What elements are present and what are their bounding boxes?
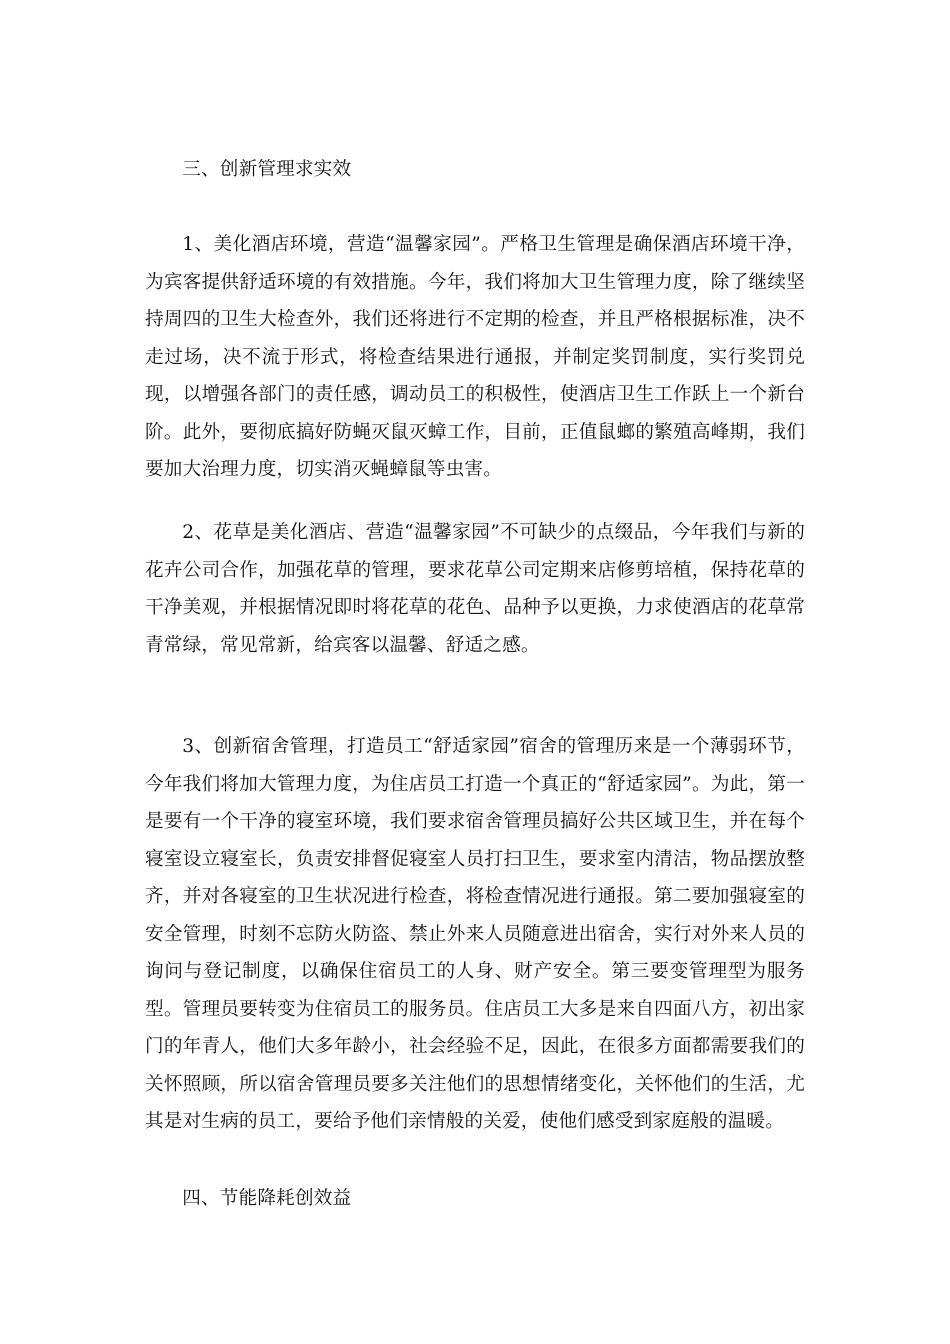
paragraph: 1、美化酒店环境，营造“温馨家园”。严格卫生管理是确保酒店环境干净，为宾客提供舒适环境的有效措施。今年，我们将加大卫生管理力度，除了继续坚持周四的卫生大检查外，我们还将进行不定期的检查，并且严格根据标准，决不走过场，决不流于形式，将检查结果进行通报，并制定奖罚制度，实行奖罚兑现，以增强各部门的责任感，调动员工的积极性，使酒店卫生工作跃上一个新台阶。此外，要彻底搞好防蝇灭鼠灭蟑工作，目前，正值鼠螂的繁殖高峰期，我们要加大治理力度，切实消灭蝇蟑鼠等虫害。: [145, 234, 805, 480]
section-heading: 四、节能降耗创效益: [182, 1188, 352, 1209]
paragraph: 2、花草是美化酒店、营造“温馨家园”不可缺少的点缀品，今年我们与新的花卉公司合作，加强花草的管理，要求花草公司定期来店修剪培植，保持花草的干净美观，并根据情况即时将花草的花色、品种予以更换，力求使酒店的花草常青常绿，常见常新，给宾客以温馨、舒适之感。: [145, 522, 805, 656]
paragraph: 3、创新宿舍管理，打造员工“舒适家园”宿舍的管理历来是一个薄弱环节，今年我们将加大管理力度，为住店员工打造一个真正的“舒适家园”。为此，第一是要有一个干净的寝室环境，我们要求宿舍管理员搞好公共区域卫生，并在每个寝室设立寝室长，负责安排督促寝室人员打扫卫生，要求室内清洁，物品摆放整齐，并对各寝室的卫生状况进行检查，将检查情况进行通报。第二要加强寝室的安全管理，时刻不忘防火防盗、禁止外来人员随意进出宿舍，实行对外来人员的询问与登记制度，以确保住宿员工的人身、财产安全。第三要变管理型为服务型。管理员要转变为住宿员工的服务员。住店员工大多是来自四面八方，初出家门的年青人，他们大多年龄小，社会经验不足，因此，在很多方面都需要我们的关怀照顾，所以宿舍管理员要多关注他们的思想情绪变化，关怀他们的生活，尤其是对生病的员工，要给予他们亲情般的关爱，使他们感受到家庭般的温暖。: [145, 736, 805, 1132]
section-heading: 三、创新管理求实效: [182, 159, 352, 180]
